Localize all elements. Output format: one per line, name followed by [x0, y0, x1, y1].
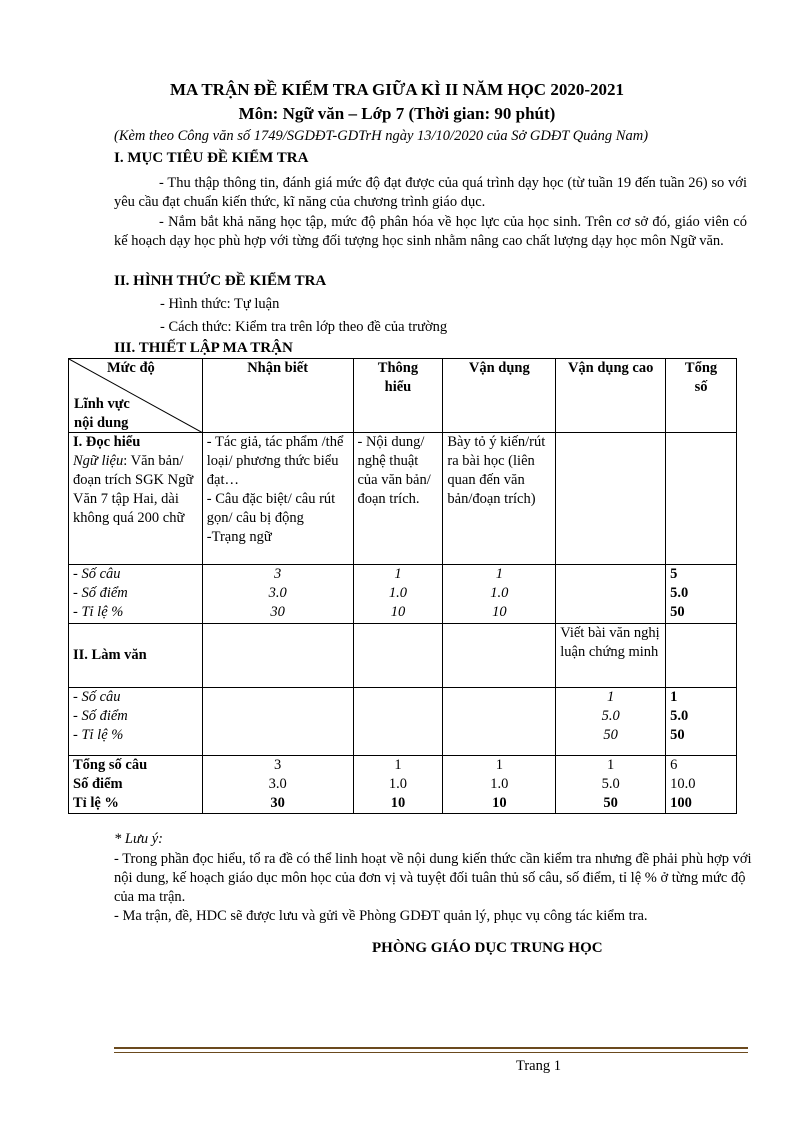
value: 1 [394, 757, 402, 773]
writing-stats-application [443, 688, 556, 756]
reading-stats-comprehension [353, 565, 443, 624]
value: 1.0 [388, 776, 407, 792]
label-total-points: Số điểm [73, 776, 123, 792]
writing-task: Viết bài văn nghị luận chứng minh [560, 625, 660, 660]
comprehension-item: - Nội dung/ nghệ thuật của văn bản/đoạn trích. [357, 434, 431, 507]
value: 30 [270, 604, 285, 620]
table-row-reading [69, 433, 737, 565]
writing-advanced-cell [556, 624, 666, 688]
value: 5.0 [670, 585, 689, 601]
writing-recognition-cell [202, 624, 353, 688]
reference-note: (Kèm theo Công văn số 1749/SGDĐT-GDTrH ngày 13/10/2020 của Sở GDĐT Quảng Nam) [114, 128, 649, 144]
totals-comprehension [353, 756, 443, 814]
reading-recognition-cell [202, 433, 353, 565]
matrix-table [68, 358, 737, 814]
signature-block: PHÒNG GIÁO DỤC TRUNG HỌC [372, 940, 603, 956]
writing-stats-total [666, 688, 737, 756]
value: 1.0 [388, 585, 407, 601]
value: 10 [492, 795, 507, 811]
reading-comprehension-cell [353, 433, 443, 565]
label-total-percent: Tỉ lệ % [73, 795, 119, 811]
objective-paragraph-2: - Nắm bắt khả năng học tập, mức độ phân hóa về học lực của học sinh. Trên cơ sở đó, giáo viên có kế hoạch dạy học phù hợp với từng đối tượng học sinh nhằm nâng cao chất lượng dạy học môn Ngữ văn. [114, 214, 747, 249]
section-heading-matrix: III. THIẾT LẬP MA TRẬN [114, 340, 293, 356]
value: 10 [390, 604, 406, 620]
label-total-questions: Tổng số câu [73, 757, 148, 773]
corner-field-label-1: Lĩnh vực [74, 396, 130, 412]
totals-advanced [556, 756, 666, 814]
reading-stats-total [666, 565, 737, 624]
writing-label-cell [69, 624, 203, 688]
note-1: - Trong phần đọc hiểu, tổ ra đề có thể linh hoạt về nội dung kiến thức cần kiểm tra nhưng đề phải phù hợp với nội dung, kế hoạch giáo dục môn học của đơn vị và tuyệt đối tuân thủ số câu, số điểm, tỉ lệ % ở từng mức độ của ma trận. [114, 851, 752, 905]
corner-field-label-2: nội dung [74, 415, 129, 431]
table-header-row [69, 359, 737, 433]
reading-application-cell [443, 433, 556, 565]
value: 1 [495, 566, 503, 582]
value: 3 [274, 566, 282, 582]
note-2: - Ma trận, đề, HDC sẽ được lưu và gửi về Phòng GDĐT quản lý, phục vụ công tác kiểm tra. [114, 908, 648, 924]
reading-total-cell [666, 433, 737, 565]
value: 1 [607, 689, 615, 705]
page-number: Trang 1 [516, 1058, 561, 1074]
footer-rule-thin [114, 1052, 748, 1053]
value: 3.0 [268, 776, 287, 792]
value: 1 [394, 566, 402, 582]
reading-label-cell [69, 433, 203, 565]
value: 5.0 [601, 708, 620, 724]
value: 10 [492, 604, 507, 620]
totals-recognition [202, 756, 353, 814]
notes-title: * Lưu ý: [114, 831, 163, 847]
writing-stats-recognition [202, 688, 353, 756]
writing-comprehension-cell [353, 624, 443, 688]
value: 3.0 [268, 585, 287, 601]
value: 100 [670, 795, 692, 811]
table-row-totals [69, 756, 737, 814]
value: 1 [495, 757, 503, 773]
writing-total-cell [666, 624, 737, 688]
label-points: - Số điểm [73, 585, 128, 601]
col-header-total: Tổng số [666, 359, 737, 433]
value: 50 [670, 604, 685, 620]
footer-rule-thick [114, 1047, 748, 1049]
source-desc: : Văn bản/đoạn trích SGK Ngữ Văn 7 tập Hai, dài không quá 200 chữ [73, 453, 194, 526]
corner-cell [69, 359, 203, 433]
totals-grand-total [666, 756, 737, 814]
recognition-item-1: - Tác giả, tác phẩm /thể loại/ phương thức biểu đạt… [206, 434, 344, 488]
value: 50 [603, 727, 618, 743]
label-questions: - Số câu [73, 689, 121, 705]
reading-stats-advanced [556, 565, 666, 624]
label-percent: - Tỉ lệ % [73, 604, 124, 620]
writing-stats-comprehension [353, 688, 443, 756]
format-line-1: - Hình thức: Tự luận [160, 296, 280, 312]
label-points: - Số điểm [73, 708, 128, 724]
value: 5 [670, 566, 678, 582]
stats-label-cell [69, 565, 203, 624]
value: 5.0 [601, 776, 620, 792]
section-heading-objectives: I. MỤC TIÊU ĐỀ KIỂM TRA [114, 150, 309, 166]
source-label: Ngữ liệu [73, 453, 124, 469]
label-percent: - Tỉ lệ % [73, 727, 124, 743]
document-subtitle: Môn: Ngữ văn – Lớp 7 (Thời gian: 90 phút) [238, 104, 556, 123]
value: 30 [270, 795, 285, 811]
col-header-advanced-application: Vận dụng cao [556, 359, 666, 433]
section-heading-format: II. HÌNH THỨC ĐỀ KIỂM TRA [114, 273, 327, 289]
value: 6 [670, 757, 678, 773]
document-title: MA TRẬN ĐỀ KIỂM TRA GIỮA KÌ II NĂM HỌC 2020-2021 [170, 80, 624, 99]
table-row-writing-stats [69, 688, 737, 756]
value: 1.0 [490, 585, 509, 601]
table-row-reading-stats [69, 565, 737, 624]
value: 50 [670, 727, 685, 743]
table-row-writing [69, 624, 737, 688]
reading-stats-recognition [202, 565, 353, 624]
recognition-item-3: -Trạng ngữ [206, 529, 272, 545]
recognition-item-2: - Câu đặc biệt/ câu rút gọn/ câu bị động [206, 491, 336, 526]
col-header-comprehension: Thông hiểu [353, 359, 443, 433]
totals-application [443, 756, 556, 814]
writing-title: II. Làm văn [73, 647, 147, 663]
col-header-recognition: Nhận biết [202, 359, 353, 433]
writing-application-cell [443, 624, 556, 688]
format-line-2: - Cách thức: Kiểm tra trên lớp theo đề của trường [160, 319, 448, 335]
reading-title: I. Đọc hiểu [73, 434, 141, 450]
value: 10 [390, 795, 406, 811]
totals-label-cell [69, 756, 203, 814]
writing-stats-advanced [556, 688, 666, 756]
value: 1 [670, 689, 678, 705]
reading-stats-application [443, 565, 556, 624]
objective-paragraph-1: - Thu thập thông tin, đánh giá mức độ đạt được của quá trình dạy học (từ tuần 19 đến tuần 26) so với yêu cầu đạt chuẩn kiến thức, kĩ năng của chương trình giáo dục. [114, 175, 747, 210]
value: 3 [274, 757, 282, 773]
value: 5.0 [670, 708, 689, 724]
value: 1.0 [490, 776, 509, 792]
label-questions: - Số câu [73, 566, 121, 582]
reading-advanced-cell [556, 433, 666, 565]
col-header-application: Vận dụng [443, 359, 556, 433]
stats-label-cell [69, 688, 203, 756]
value: 50 [603, 795, 618, 811]
value: 1 [607, 757, 615, 773]
corner-level-label: Mức độ [107, 360, 155, 376]
value: 10.0 [670, 776, 696, 792]
application-item: Bày tỏ ý kiến/rút ra bài học (liên quan đến văn bản/đoạn trích) [447, 434, 546, 507]
